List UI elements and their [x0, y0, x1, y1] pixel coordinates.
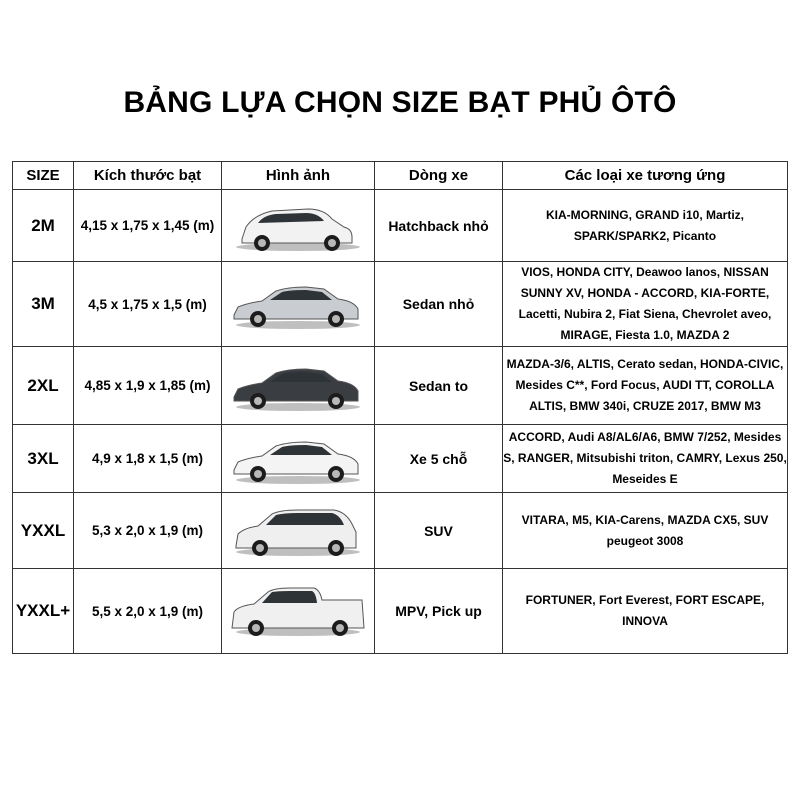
dimensions-cell: 5,3 x 2,0 x 1,9 (m) [74, 493, 222, 569]
header-size: SIZE [13, 162, 74, 190]
car-type-cell: MPV, Pick up [375, 569, 503, 654]
car-image-cell [222, 262, 375, 347]
size-cell: 3M [13, 262, 74, 347]
car-hubcap [336, 624, 344, 632]
silver-sedan-car-icon [228, 275, 368, 333]
dimensions-cell: 4,5 x 1,75 x 1,5 (m) [74, 262, 222, 347]
car-image-cell [222, 569, 375, 654]
white-pickup-truck-icon [228, 582, 368, 640]
models-cell: KIA-MORNING, GRAND i10, Martiz, SPARK/SPARK2, Picanto [503, 190, 788, 262]
car-type-cell: SUV [375, 493, 503, 569]
size-table [12, 161, 788, 654]
car-type-cell: Xe 5 chỗ [375, 425, 503, 493]
size-cell: 3XL [13, 425, 74, 493]
white-suv-car-icon [228, 502, 368, 560]
dimensions-cell: 4,15 x 1,75 x 1,45 (m) [74, 190, 222, 262]
car-hubcap [332, 470, 340, 478]
car-type-cell: Sedan to [375, 347, 503, 425]
table-row [13, 347, 788, 425]
car-hubcap [332, 397, 340, 405]
dimensions-cell: 4,85 x 1,9 x 1,85 (m) [74, 347, 222, 425]
car-hubcap [256, 544, 264, 552]
table-row [13, 425, 788, 493]
dimensions-cell: 5,5 x 2,0 x 1,9 (m) [74, 569, 222, 654]
header-image: Hình ảnh [222, 162, 375, 190]
models-cell: ACCORD, Audi A8/AL6/A6, BMW 7/252, Mesides S, RANGER, Mitsubishi triton, CAMRY, Lexus 250, Meseides E [503, 425, 788, 493]
table-row [13, 569, 788, 654]
white-hatchback-car-icon [228, 197, 368, 255]
car-hubcap [258, 239, 266, 247]
table-header-row [13, 162, 788, 190]
car-hubcap [254, 315, 262, 323]
size-cell: YXXL+ [13, 569, 74, 654]
car-image-cell [222, 190, 375, 262]
page-title: BẢNG LỰA CHỌN SIZE BẠT PHỦ ÔTÔ [123, 86, 677, 119]
header-dimensions: Kích thước bạt [74, 162, 222, 190]
car-type-cell: Sedan nhỏ [375, 262, 503, 347]
models-cell: VIOS, HONDA CITY, Deawoo lanos, NISSAN SUNNY XV, HONDA - ACCORD, KIA-FORTE, Lacetti, Nubira 2, Fiat Siena, Chevrolet aveo, MIRAGE, Fiesta 1.0, MAZDA 2 [503, 262, 788, 347]
car-hubcap [252, 624, 260, 632]
car-hubcap [332, 544, 340, 552]
car-image-cell [222, 347, 375, 425]
white-sedan-car-icon [228, 430, 368, 488]
car-image-cell [222, 493, 375, 569]
dimensions-cell: 4,9 x 1,8 x 1,5 (m) [74, 425, 222, 493]
table-row [13, 493, 788, 569]
models-cell: VITARA, M5, KIA-Carens, MAZDA CX5, SUV peugeot 3008 [503, 493, 788, 569]
car-hubcap [254, 470, 262, 478]
car-image-cell [222, 425, 375, 493]
car-hubcap [254, 397, 262, 405]
models-cell: FORTUNER, Fort Everest, FORT ESCAPE, INNOVA [503, 569, 788, 654]
size-cell: YXXL [13, 493, 74, 569]
header-models: Các loại xe tương ứng [503, 162, 788, 190]
car-hubcap [332, 315, 340, 323]
car-window [266, 513, 344, 525]
table-row [13, 262, 788, 347]
car-hubcap [328, 239, 336, 247]
dark-sedan-car-icon [228, 357, 368, 415]
car-type-cell: Hatchback nhỏ [375, 190, 503, 262]
header-car-type: Dòng xe [375, 162, 503, 190]
size-cell: 2XL [13, 347, 74, 425]
size-cell: 2M [13, 190, 74, 262]
table-row [13, 190, 788, 262]
models-cell: MAZDA-3/6, ALTIS, Cerato sedan, HONDA-CIVIC, Mesides C**, Ford Focus, AUDI TT, COROLLA ALTIS, BMW 340i, CRUZE 2017, BMW M3 [503, 347, 788, 425]
